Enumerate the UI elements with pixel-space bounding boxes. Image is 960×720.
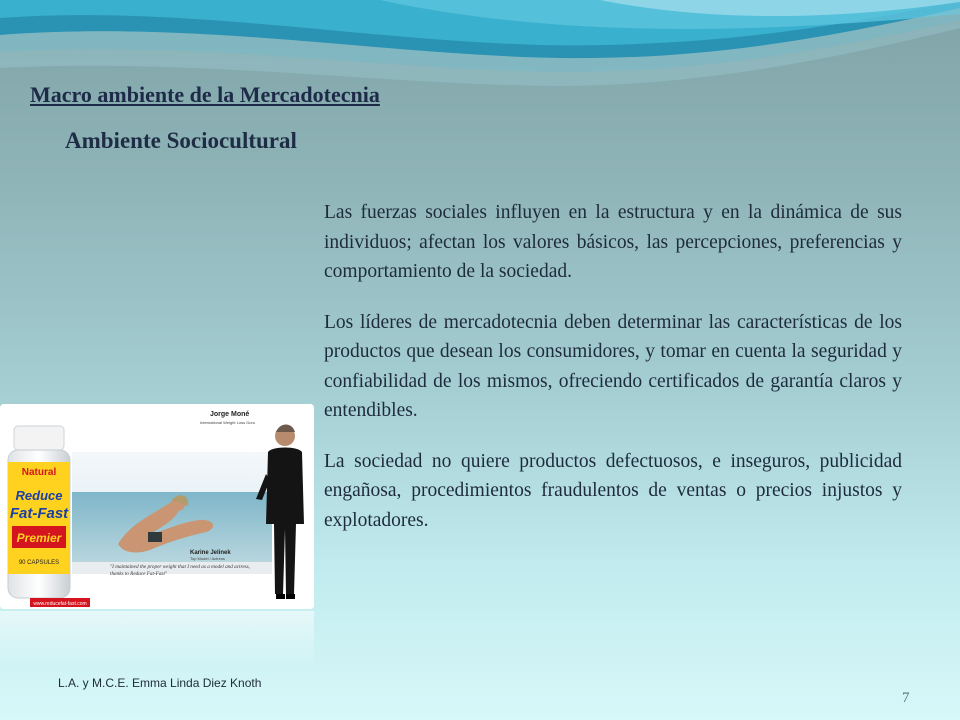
model-title: Top Model / Actress bbox=[190, 556, 225, 561]
paragraph-3: La sociedad no quiere productos defectuosos, e inseguros, publicidad engañosa, procedimientos fraudulentos de ventas o precios injustos y explotadores. bbox=[324, 450, 902, 531]
model-name: Karine Jelinek bbox=[190, 550, 231, 556]
spokesman-name: Jorge Moné bbox=[210, 411, 250, 418]
ad-quote: "I maintained the proper weight that I need as a model and actress, thanks to Reduce Fat-Fast" bbox=[110, 564, 250, 577]
ad-url: www.reducefat-fast.com bbox=[33, 601, 87, 607]
paragraph-1: Las fuerzas sociales influyen en la estructura y en la dinámica de sus individuos; afectan los valores básicos, las percepciones, preferencias y comportamiento de la sociedad. bbox=[324, 202, 902, 282]
ad-image-reflection bbox=[0, 611, 314, 666]
bottle-label-brand-2: Fat-Fast bbox=[9, 505, 69, 522]
footer-credit: L.A. y M.C.E. Emma Linda Diez Knoth bbox=[58, 676, 262, 690]
product-ad-image bbox=[0, 404, 314, 609]
product-ad-illustration bbox=[0, 404, 314, 609]
bottle-label-count: 90 CAPSULES bbox=[18, 560, 60, 566]
spokesman-title: International Weight Loss Guru bbox=[200, 420, 256, 425]
page-number: 7 bbox=[902, 690, 910, 706]
paragraph-2: Los líderes de mercadotecnia deben determinar las características de los productos que desean los consumidores, y tomar en cuenta la seguridad y confiabilidad de los mismos, ofreciendo certificados de garantía claros y entendibles. bbox=[324, 311, 902, 421]
bottle-label-brand-1: Reduce bbox=[15, 488, 63, 503]
bottle-label-variant: Premier bbox=[16, 531, 62, 545]
bottle-label-top: Natural bbox=[21, 467, 57, 478]
body-text bbox=[324, 198, 902, 556]
header-wave-decoration bbox=[0, 0, 960, 95]
slide-heading: Macro ambiente de la Mercadotecnia bbox=[30, 82, 380, 107]
supplement-bottle bbox=[8, 426, 70, 598]
slide-subheading: Ambiente Sociocultural bbox=[65, 128, 297, 153]
